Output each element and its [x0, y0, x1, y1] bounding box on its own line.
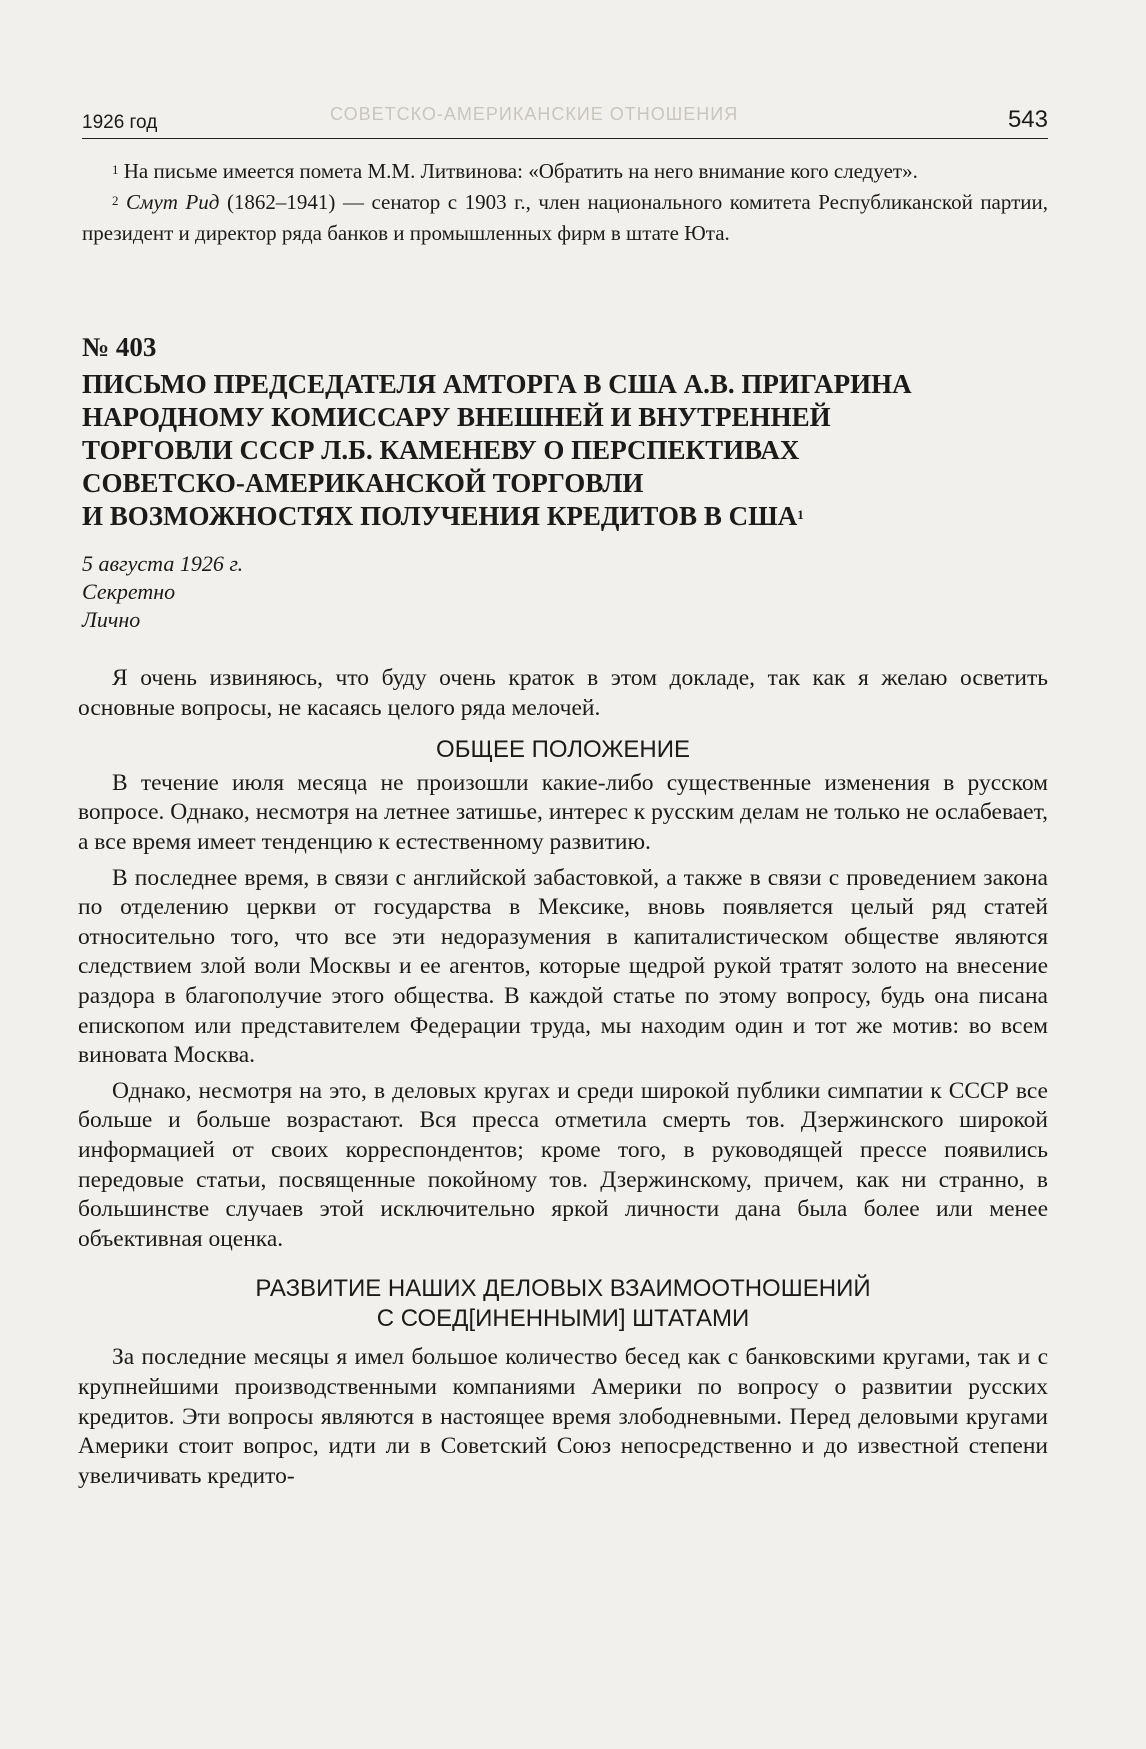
section-heading-development-line1: РАЗВИТИЕ НАШИХ ДЕЛОВЫХ ВЗАИМООТНОШЕНИЙ [255, 1275, 871, 1303]
footnote-2 [82, 187, 1048, 249]
title-line [82, 500, 1048, 533]
running-head [82, 106, 1048, 139]
document-number: № 403 [82, 332, 157, 362]
page-number: 543 [1007, 106, 1048, 133]
bleed-through-text: СОВЕТСКО-АМЕРИКАНСКИЕ ОТНОШЕНИЯ [330, 104, 739, 124]
title-line: ПИСЬМО ПРЕДСЕДАТЕЛЯ АМТОРГА В США А.В. ПРИГАРИНА [82, 369, 912, 399]
running-head-year: 1926 год [82, 112, 158, 133]
footnote-1-mark: 1 [112, 162, 119, 177]
document-date: 5 августа 1926 г. [82, 551, 244, 576]
paragraph: В течение июля месяца не произошли какие-либо существенные изменения в русском вопросе. Однако, несмотря на летнее затишье, интерес к русским делам не только не ослабевает, а все время имеет тенденцию к естественному развитию. [78, 769, 1048, 855]
document-body [78, 664, 1048, 1491]
paragraph: За последние месяцы я имел большое количество бесед как с банковскими кругами, так и с крупнейшими производственными компаниями Америки по вопросу о развитии русских кредитов. Эти вопросы являются в настоящее время злободневными. Перед деловыми кругами Америки стоит вопрос, идти ли в Советский Союз непосредственно и до известной степени увеличивать кредито- [78, 1344, 1048, 1489]
paragraph: Однако, несмотря на это, в деловых кругах и среди широкой публики симпатии к СССР все больше и больше возрастают. Вся пресса отметила смерть тов. Дзержинского широкой информацией от своих корреспондентов; кроме того, в руководящей прессе появились передовые статьи, посвященные покойному тов. Дзержинскому, причем, как ни странно, в большинстве случаев этой исключительно яркой личности дана была более или менее объективная оценка. [78, 1077, 1048, 1252]
title-note-mark: 1 [797, 507, 804, 522]
footnote-2-mark: 2 [112, 193, 119, 208]
title-line-text: И ВОЗМОЖНОСТЯХ ПОЛУЧЕНИЯ КРЕДИТОВ В США [82, 501, 798, 531]
classification-personal: Лично [82, 607, 141, 632]
classification-secret: Секретно [82, 579, 176, 604]
document-title [82, 368, 1048, 533]
footnote-2-text: (1862–1941) — сенатор с 1903 г., член национального комитета Республиканской партии, президент и директор ряда банков и промышленных фирм в штате Юта. [82, 190, 1049, 245]
section-heading-general: ОБЩЕЕ ПОЛОЖЕНИЕ [436, 736, 690, 764]
footnote-1-text: На письме имеется помета М.М. Литвинова: «Обратить на него внимание кого следует». [123, 159, 918, 183]
section-heading-development-line2: С СОЕД[ИНЕННЫМИ] ШТАТАМИ [376, 1304, 750, 1332]
footnotes [82, 156, 1048, 249]
footnote-2-name: Смут Рид [126, 190, 220, 214]
paragraph: В последнее время, в связи с английской забастовкой, а также в связи с проведением закона по отделению церкви от государства в Мексике, вновь появляется целый ряд статей относительно того, что все эти недоразумения в капиталистическом обществе являются следствием злой воли Москвы и ее агентов, которые щедрой рукой тратят золото на внесение раздора в благополучие этого общества. В каждой статье по этому вопросу, будь она писана епископом или представителем Федерации труда, мы находим один и тот же мотив: во всем виновата Москва. [78, 864, 1048, 1069]
title-line: СОВЕТСКО-АМЕРИКАНСКОЙ ТОРГОВЛИ [82, 468, 644, 498]
document-meta [82, 550, 243, 634]
paragraph-intro: Я очень извиняюсь, что буду очень краток в этом докладе, так как я желаю осветить основные вопросы, не касаясь целого ряда мелочей. [78, 665, 1048, 721]
footnote-1 [82, 156, 1048, 187]
title-line: НАРОДНОМУ КОМИССАРУ ВНЕШНЕЙ И ВНУТРЕННЕЙ [82, 402, 831, 432]
title-line: ТОРГОВЛИ СССР Л.Б. КАМЕНЕВУ О ПЕРСПЕКТИВАХ [82, 435, 800, 465]
